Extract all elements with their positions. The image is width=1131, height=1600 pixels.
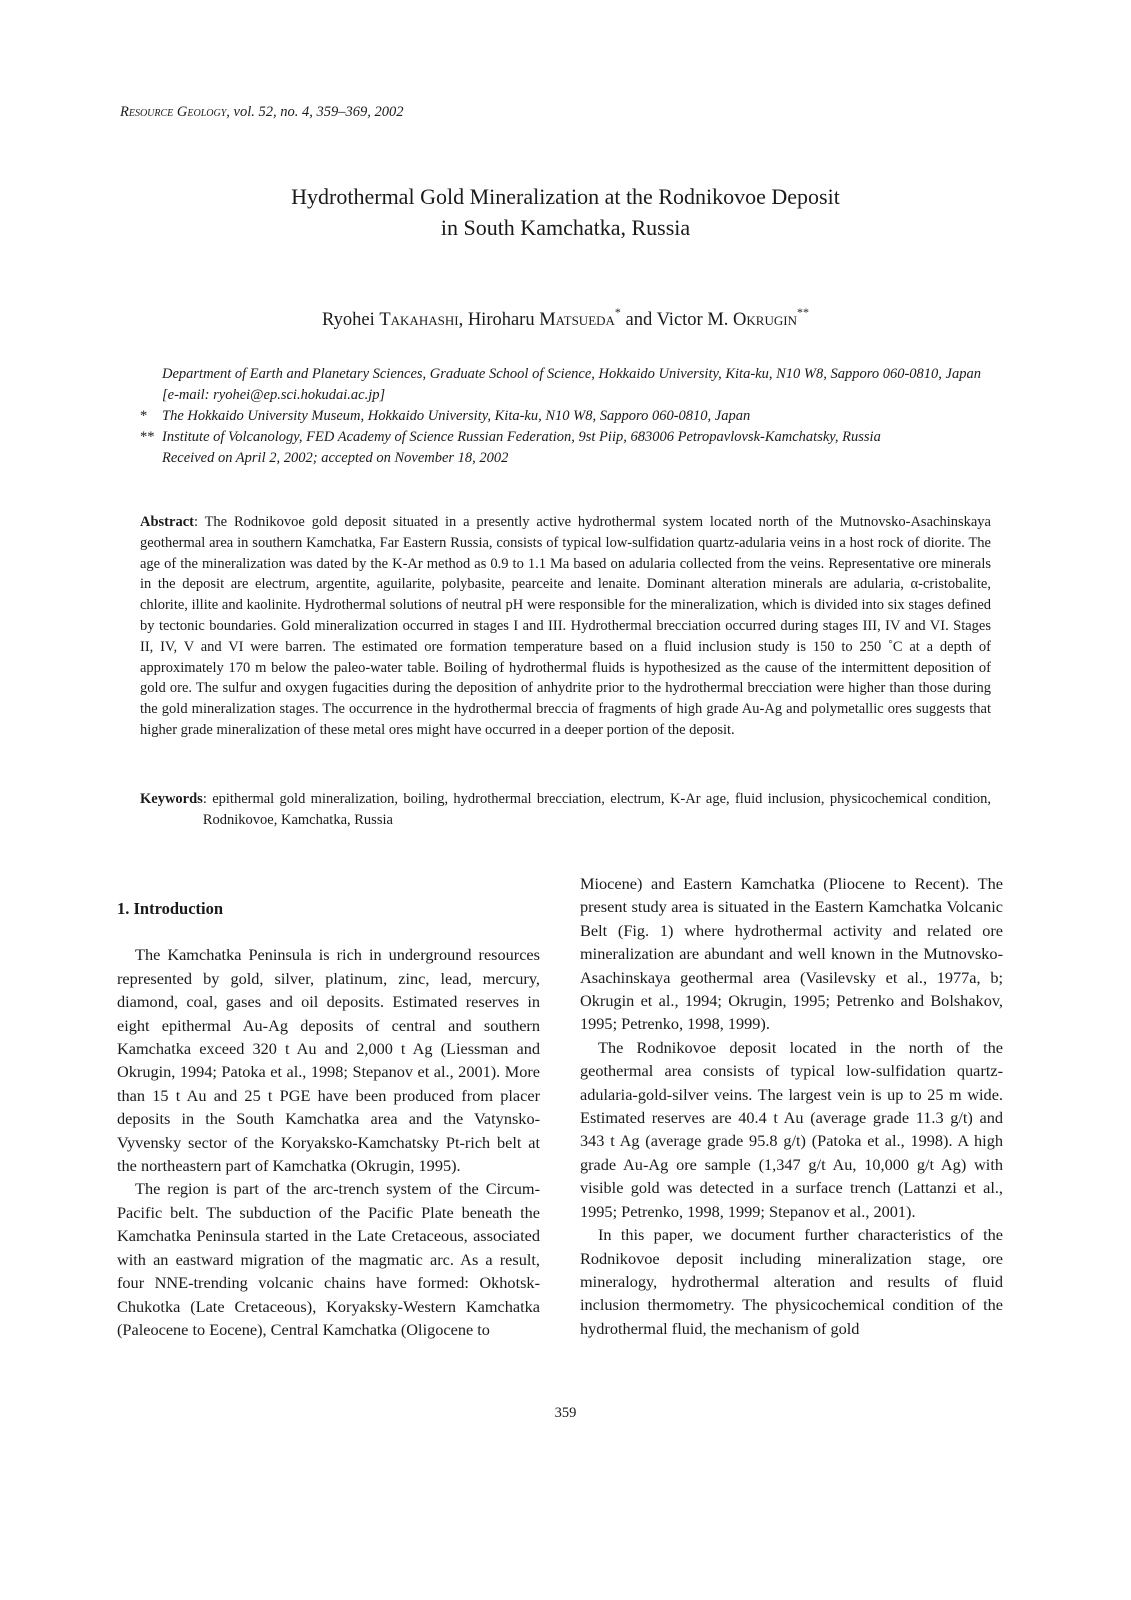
affiliation-mark: ** [140,429,155,445]
page-number: 359 [554,1405,577,1421]
affiliation-row [140,364,990,406]
keywords-label: Keywords [140,791,203,807]
body-paragraph: The Rodnikovoe deposit located in the north of the geothermal area consists of typical low-sulfidation quartz-adularia-gold-silver veins. The largest vein is up to 25 m wide. Estimated reserves are 40.4 t Au (average grade 11.3 g/t) and 343 t Ag (average grade 95.8 g/t) (Patoka et al., 1998). A high grade Au-Ag ore sample (1,347 g/t Au, 10,000 g/t Ag) with visible gold was detected in a surface trench (Lattanzi et al., 1995; Petrenko, 1998, 1999; Stepanov et al., 2001). [580,1037,1003,1221]
author-2-given: Hiroharu [467,310,540,331]
author-separator: , [458,310,468,331]
left-column [117,872,540,1341]
body-paragraph: In this paper, we document further characteristics of the Rodnikovoe deposit including mineralization stage, ore mineralogy, hydrothermal alteration and results of fluid inclusion thermometry. The physicochemical condition of the hydrothermal fluid, the mechanism of gold [580,1225,1003,1338]
journal-details: vol. 52, no. 4, 359–369, 2002 [229,104,404,120]
abstract [140,512,991,741]
title-line-1: Hydrothermal Gold Mineralization at the Rodnikovoe Deposit [291,184,840,209]
affiliation-row [140,427,990,448]
author-3-given: Victor M. [656,310,734,331]
affiliations [140,364,990,469]
body-paragraph: Miocene) and Eastern Kamchatka (Pliocene to Recent). The present study area is situated in the Eastern Kamchatka Volcanic Belt (Fig. 1) where hydrothermal activity and related ore mineralization are abundant and well known in the Mutnovsko-Asachinskaya geothermal area (Vasilevsky et al., 1977a, b; Okrugin et al., 1994; Okrugin, 1995; Petrenko and Bolshakov, 1995; Petrenko, 1998, 1999). [580,874,1003,1034]
author-list [0,307,1131,331]
affiliation-text: Institute of Volcanology, FED Academy of Science Russian Federation, 9st Piip, 683006 Petropavlovsk-Kamchatsky, Russia [162,429,881,445]
affiliation-mark: * [140,408,148,424]
body-paragraph: The region is part of the arc-trench system of the Circum-Pacific belt. The subduction of the Pacific Plate beneath the Kamchatka Peninsula started in the Late Cretaceous, associated with an eastward migration of the magmatic arc. As a result, four NNE-trending volcanic chains have formed: Okhotsk-Chukotka (Late Cretaceous), Koryaksky-Western Kamchatka (Paleocene to Eocene), Central Kamchatka (Oligocene to [117,1179,540,1339]
affiliation-mark [140,448,162,469]
author-3-mark: ** [796,305,809,319]
author-separator: and [620,310,657,331]
title-line-2: in South Kamchatka, Russia [440,215,691,240]
author-1-given: Ryohei [322,310,380,331]
received-dates-row [140,448,990,469]
paper-title [0,181,1131,243]
abstract-label: Abstract [140,514,194,530]
section-heading-introduction: 1. Introduction [117,899,224,918]
keywords [140,789,991,831]
received-dates: Received on April 2, 2002; accepted on November 18, 2002 [162,450,509,466]
journal-name: Resource Geology, [120,104,230,120]
abstract-text: : The Rodnikovoe gold deposit situated in a presently active hydrothermal system located north of the Mutnovsko-Asachinskaya geothermal area in southern Kamchatka, Far Eastern Russia, consists of typical low-sulfidation quartz-adularia veins in a host rock of diorite. The age of the mineralization was dated by the K-Ar method as 0.9 to 1.1 Ma based on adularia collected from the veins. Representative ore minerals in the deposit are electrum, argentite, aguilarite, polybasite, pearceite and lenaite. Dominant alteration minerals are adularia, α-cristobalite, chlorite, illite and kaolinite. Hydrothermal solutions of neutral pH were responsible for the mineralization, which is divided into six stages defined by tectonic boundaries. Gold mineralization occurred in stages I and III. Hydrothermal brecciation occurred during stages III, IV and VI. Stages II, IV, V and VI were barren. The estimated ore formation temperature based on a fluid inclusion study is 150 to 250 ˚C at a depth of approximately 170 m below the paleo-water table. Boiling of hydrothermal fluids is hypothesized as the cause of the intermittent deposition of gold ore. The sulfur and oxygen fugacities during the deposition of anhydrite prior to the hydrothermal brecciation were higher than those during the gold mineralization stages. The occurrence in the hydrothermal breccia of fragments of high grade Au-Ag and polymetallic ores suggests that higher grade mineralization of these metal ores might have occurred in a deeper portion of the deposit. [140,514,991,738]
right-column [580,872,1003,1340]
affiliation-mark [140,364,162,406]
journal-citation [120,104,404,121]
author-3-family: Okrugin [733,310,797,331]
affiliation-text: The Hokkaido University Museum, Hokkaido University, Kita-ku, N10 W8, Sapporo 060-0810, Japan [162,408,751,424]
affiliation-text: Department of Earth and Planetary Sciences, Graduate School of Science, Hokkaido University, Kita-ku, N10 W8, Sapporo 060-0810, Japan [e-mail: ryohei@ep.sci.hokudai.ac.jp] [162,366,981,403]
author-1-family: Takahashi [379,310,459,331]
keywords-text: : epithermal gold mineralization, boiling, hydrothermal brecciation, electrum, K-Ar age, fluid inclusion, physicochemical condition, Rodnikovoe, Kamchatka, Russia [202,791,991,828]
body-paragraph: The Kamchatka Peninsula is rich in underground resources represented by gold, silver, platinum, zinc, lead, mercury, diamond, coal, gases and oil deposits. Estimated reserves in eight epithermal Au-Ag deposits of central and southern Kamchatka exceed 320 t Au and 2,000 t Ag (Liessman and Okrugin, 1994; Patoka et al., 1998; Stepanov et al., 2001). More than 15 t Au and 25 t PGE have been produced from placer deposits in the South Kamchatka area and the Vatynsko-Vyvensky sector of the Koryaksko-Kamchatsky Pt-rich belt at the northeastern part of Kamchatka (Okrugin, 1995). [117,945,540,1176]
author-2-mark: * [614,305,621,319]
affiliation-row [140,406,990,427]
author-2-family: Matsueda [539,310,615,331]
